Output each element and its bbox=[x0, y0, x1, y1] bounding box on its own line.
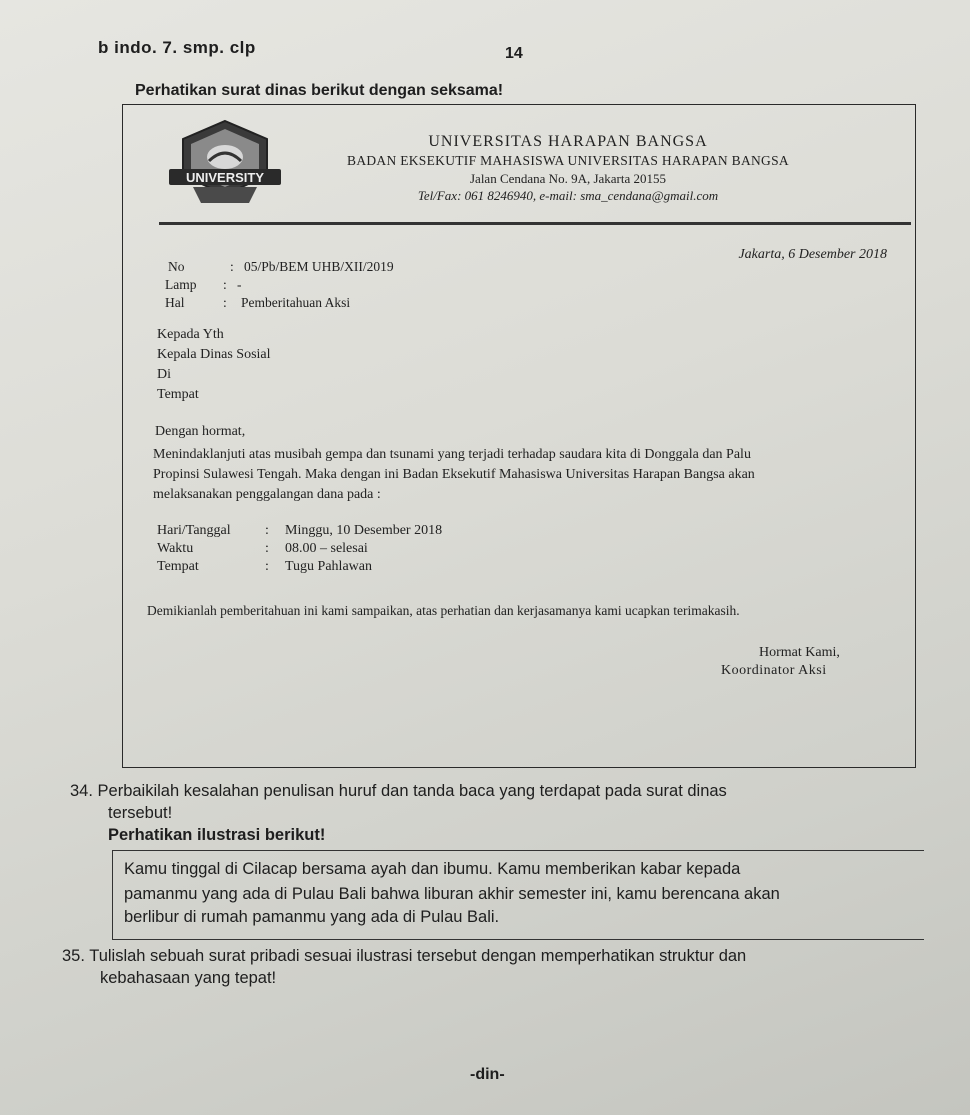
instruction-text: Perhatikan surat dinas berikut dengan seksama! bbox=[135, 82, 504, 99]
meta-row-no bbox=[168, 259, 394, 275]
meta-colon: : bbox=[223, 295, 227, 310]
greeting: Dengan hormat, bbox=[155, 424, 246, 439]
illustration-line: pamanmu yang ada di Pulau Bali bahwa liburan akhir semester ini, kamu berencana akan bbox=[124, 885, 780, 903]
letterhead-contact: Tel/Fax: 061 8246940, e-mail: sma_cendana@gmail.com bbox=[417, 188, 719, 203]
meta-colon: : bbox=[223, 277, 227, 292]
closing-paragraph: Demikianlah pemberitahuan ini kami sampaikan, atas perhatian dan kerjasamanya kami ucapkan terimakasih. bbox=[147, 603, 740, 618]
letter-date: Jakarta, 6 Desember 2018 bbox=[738, 247, 887, 262]
meta-label: No bbox=[168, 259, 185, 274]
illustration-line: Kamu tinggal di Cilacap bersama ayah dan ibumu. Kamu memberikan kabar kepada bbox=[124, 860, 741, 878]
recipient-line: Kepada Yth bbox=[157, 327, 224, 342]
detail-label: Hari/Tanggal bbox=[157, 523, 231, 538]
illustration-label: Perhatikan ilustrasi berikut! bbox=[108, 826, 326, 844]
meta-value: Pemberitahuan Aksi bbox=[241, 295, 351, 310]
body-line: Propinsi Sulawesi Tengah. Maka dengan ini Badan Eksekutif Mahasiswa Universitas Harapan Bangsa akan bbox=[153, 467, 755, 482]
recipient-line: Tempat bbox=[157, 387, 199, 402]
meta-row-lamp bbox=[165, 277, 242, 293]
detail-colon: : bbox=[265, 523, 269, 538]
page-number: 14 bbox=[505, 45, 523, 62]
meta-value: 05/Pb/BEM UHB/XII/2019 bbox=[244, 259, 394, 274]
illustration-line: berlibur di rumah pamanmu yang ada di Pulau Bali. bbox=[124, 908, 500, 926]
recipient-line: Di bbox=[157, 367, 171, 382]
question-34-line2: tersebut! bbox=[108, 804, 173, 822]
detail-value: 08.00 – selesai bbox=[285, 541, 368, 556]
detail-row-place bbox=[157, 559, 372, 575]
letterhead-address: Jalan Cendana No. 9A, Jakarta 20155 bbox=[469, 171, 667, 186]
recipient-line: Kepala Dinas Sosial bbox=[157, 347, 271, 362]
detail-value: Minggu, 10 Desember 2018 bbox=[285, 523, 443, 538]
detail-colon: : bbox=[265, 559, 269, 574]
signoff-line: Hormat Kami, bbox=[759, 645, 840, 660]
footer-signature: -din- bbox=[470, 1066, 505, 1083]
detail-row-date bbox=[157, 523, 442, 539]
body-line: Menindaklanjuti atas musibah gempa dan tsunami yang terjadi terhadap saudara kita di Donggala dan Palu bbox=[153, 447, 751, 462]
detail-row-time bbox=[157, 541, 368, 557]
worksheet-header: b indo. 7. smp. clp bbox=[98, 38, 256, 57]
signoff-line: Koordinator Aksi bbox=[721, 663, 827, 678]
organization-name: BADAN EKSEKUTIF MAHASISWA UNIVERSITAS HARAPAN BANGSA bbox=[347, 153, 789, 168]
detail-value: Tugu Pahlawan bbox=[285, 559, 372, 574]
university-logo bbox=[163, 117, 287, 215]
detail-colon: : bbox=[265, 541, 269, 556]
detail-label: Tempat bbox=[157, 559, 199, 574]
meta-colon: : bbox=[230, 259, 234, 274]
meta-row-hal bbox=[165, 295, 350, 311]
meta-label: Lamp bbox=[165, 277, 197, 292]
letterhead-divider bbox=[159, 222, 911, 225]
official-letter bbox=[122, 104, 916, 768]
detail-label: Waktu bbox=[157, 541, 194, 556]
question-35-line2: kebahasaan yang tepat! bbox=[100, 969, 277, 987]
question-35-line1: 35. Tulislah sebuah surat pribadi sesuai ilustrasi tersebut dengan memperhatikan struktur dan bbox=[62, 947, 747, 965]
meta-value: - bbox=[237, 277, 242, 292]
meta-label: Hal bbox=[165, 295, 185, 310]
question-34-line1: 34. Perbaikilah kesalahan penulisan huruf dan tanda baca yang terdapat pada surat dinas bbox=[70, 782, 727, 800]
body-line: melaksanakan penggalangan dana pada : bbox=[153, 487, 381, 502]
letterhead bbox=[288, 133, 848, 204]
logo-text: UNIVERSITY bbox=[185, 170, 265, 185]
university-name: UNIVERSITAS HARAPAN BANGSA bbox=[428, 133, 708, 150]
